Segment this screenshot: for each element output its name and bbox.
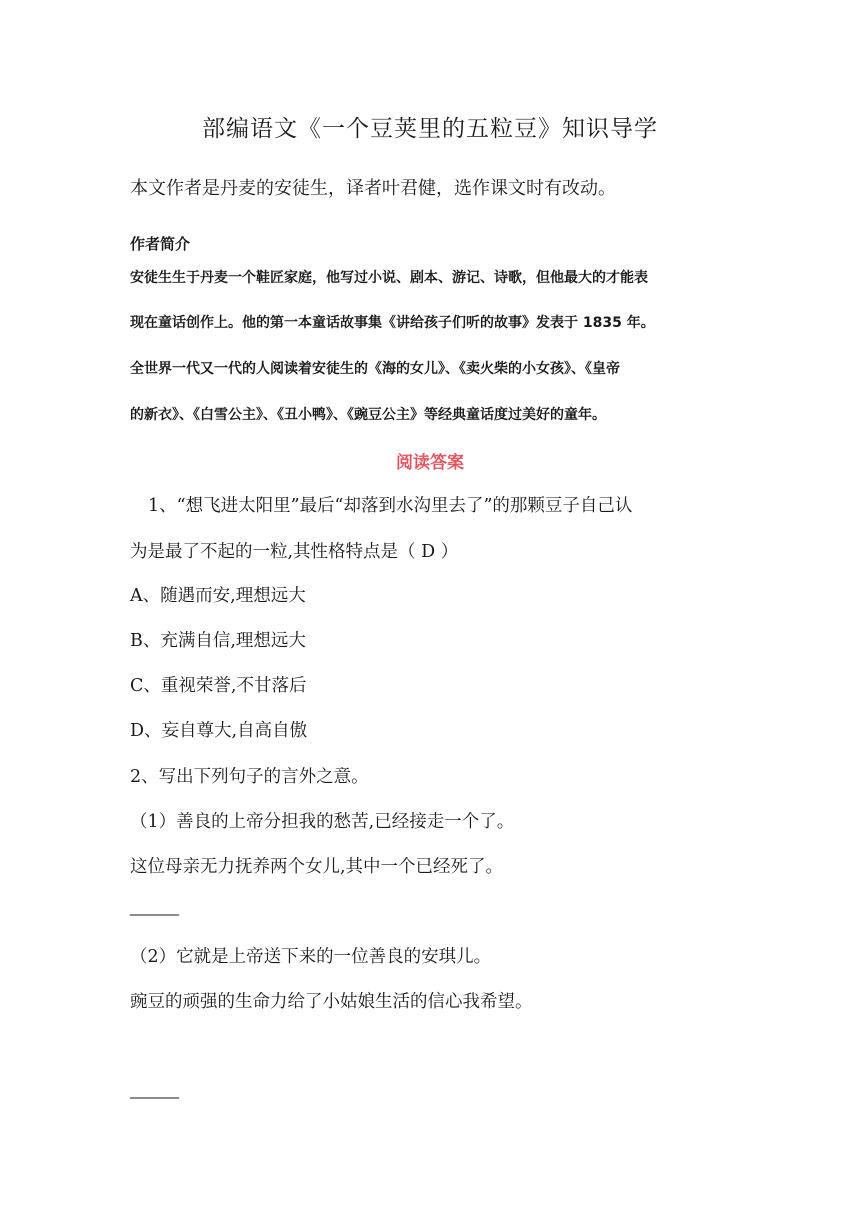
option-a: A、随遇而安,理想远大 bbox=[130, 586, 306, 606]
author-heading: 作者简介 bbox=[130, 235, 191, 253]
question-2-prompt: 2、写出下列句子的言外之意。 bbox=[130, 767, 369, 787]
question-2-sub-1: （1）善良的上帝分担我的愁苦,已经接走一个了。 bbox=[130, 812, 515, 832]
option-b: B、充满自信,理想远大 bbox=[130, 631, 306, 651]
answer-blank: ________ bbox=[130, 900, 178, 916]
answers-heading: 阅读答案 bbox=[396, 453, 464, 473]
author-bio-line: 的新衣》、《白雪公主》、《丑小鸭》、《豌豆公主》等经典童话度过美好的童年。 bbox=[130, 407, 606, 423]
author-bio-line: 安徒生生于丹麦一个鞋匠家庭，他写过小说、剧本、游记、诗歌，但他最大的才能表 bbox=[130, 270, 648, 286]
question-1-line: 1、“想飞进太阳里”最后“却落到水沟里去了”的那颗豆子自己认 bbox=[148, 496, 633, 516]
intro-paragraph: 本文作者是丹麦的安徒生，译者叶君健，选作课文时有改动。 bbox=[130, 178, 616, 199]
author-bio-line: 全世界一代又一代的人阅读着安徒生的《海的女儿》、《卖火柴的小女孩》、《皇帝 bbox=[130, 361, 620, 377]
answer-2-1: 这位母亲无力抚养两个女儿,其中一个已经死了。 bbox=[130, 857, 504, 877]
page-title: 部编语文《一个豆荚里的五粒豆》知识导学 bbox=[202, 116, 658, 142]
author-bio-line: 现在童话创作上。他的第一本童话故事集《讲给孩子们听的故事》发表于 1835 年。 bbox=[130, 315, 655, 331]
question-2-sub-2: （2）它就是上帝送下来的一位善良的安琪儿。 bbox=[130, 947, 492, 967]
option-d: D、妄自尊大,自高自傲 bbox=[130, 721, 308, 741]
answer-blank: ________ bbox=[130, 1083, 178, 1099]
question-1-line: 为是最了不起的一粒,其性格特点是（ D ） bbox=[130, 542, 459, 562]
option-c: C、重视荣誉,不甘落后 bbox=[130, 676, 307, 696]
answer-2-2: 豌豆的顽强的生命力给了小姑娘生活的信心我希望。 bbox=[130, 992, 533, 1012]
